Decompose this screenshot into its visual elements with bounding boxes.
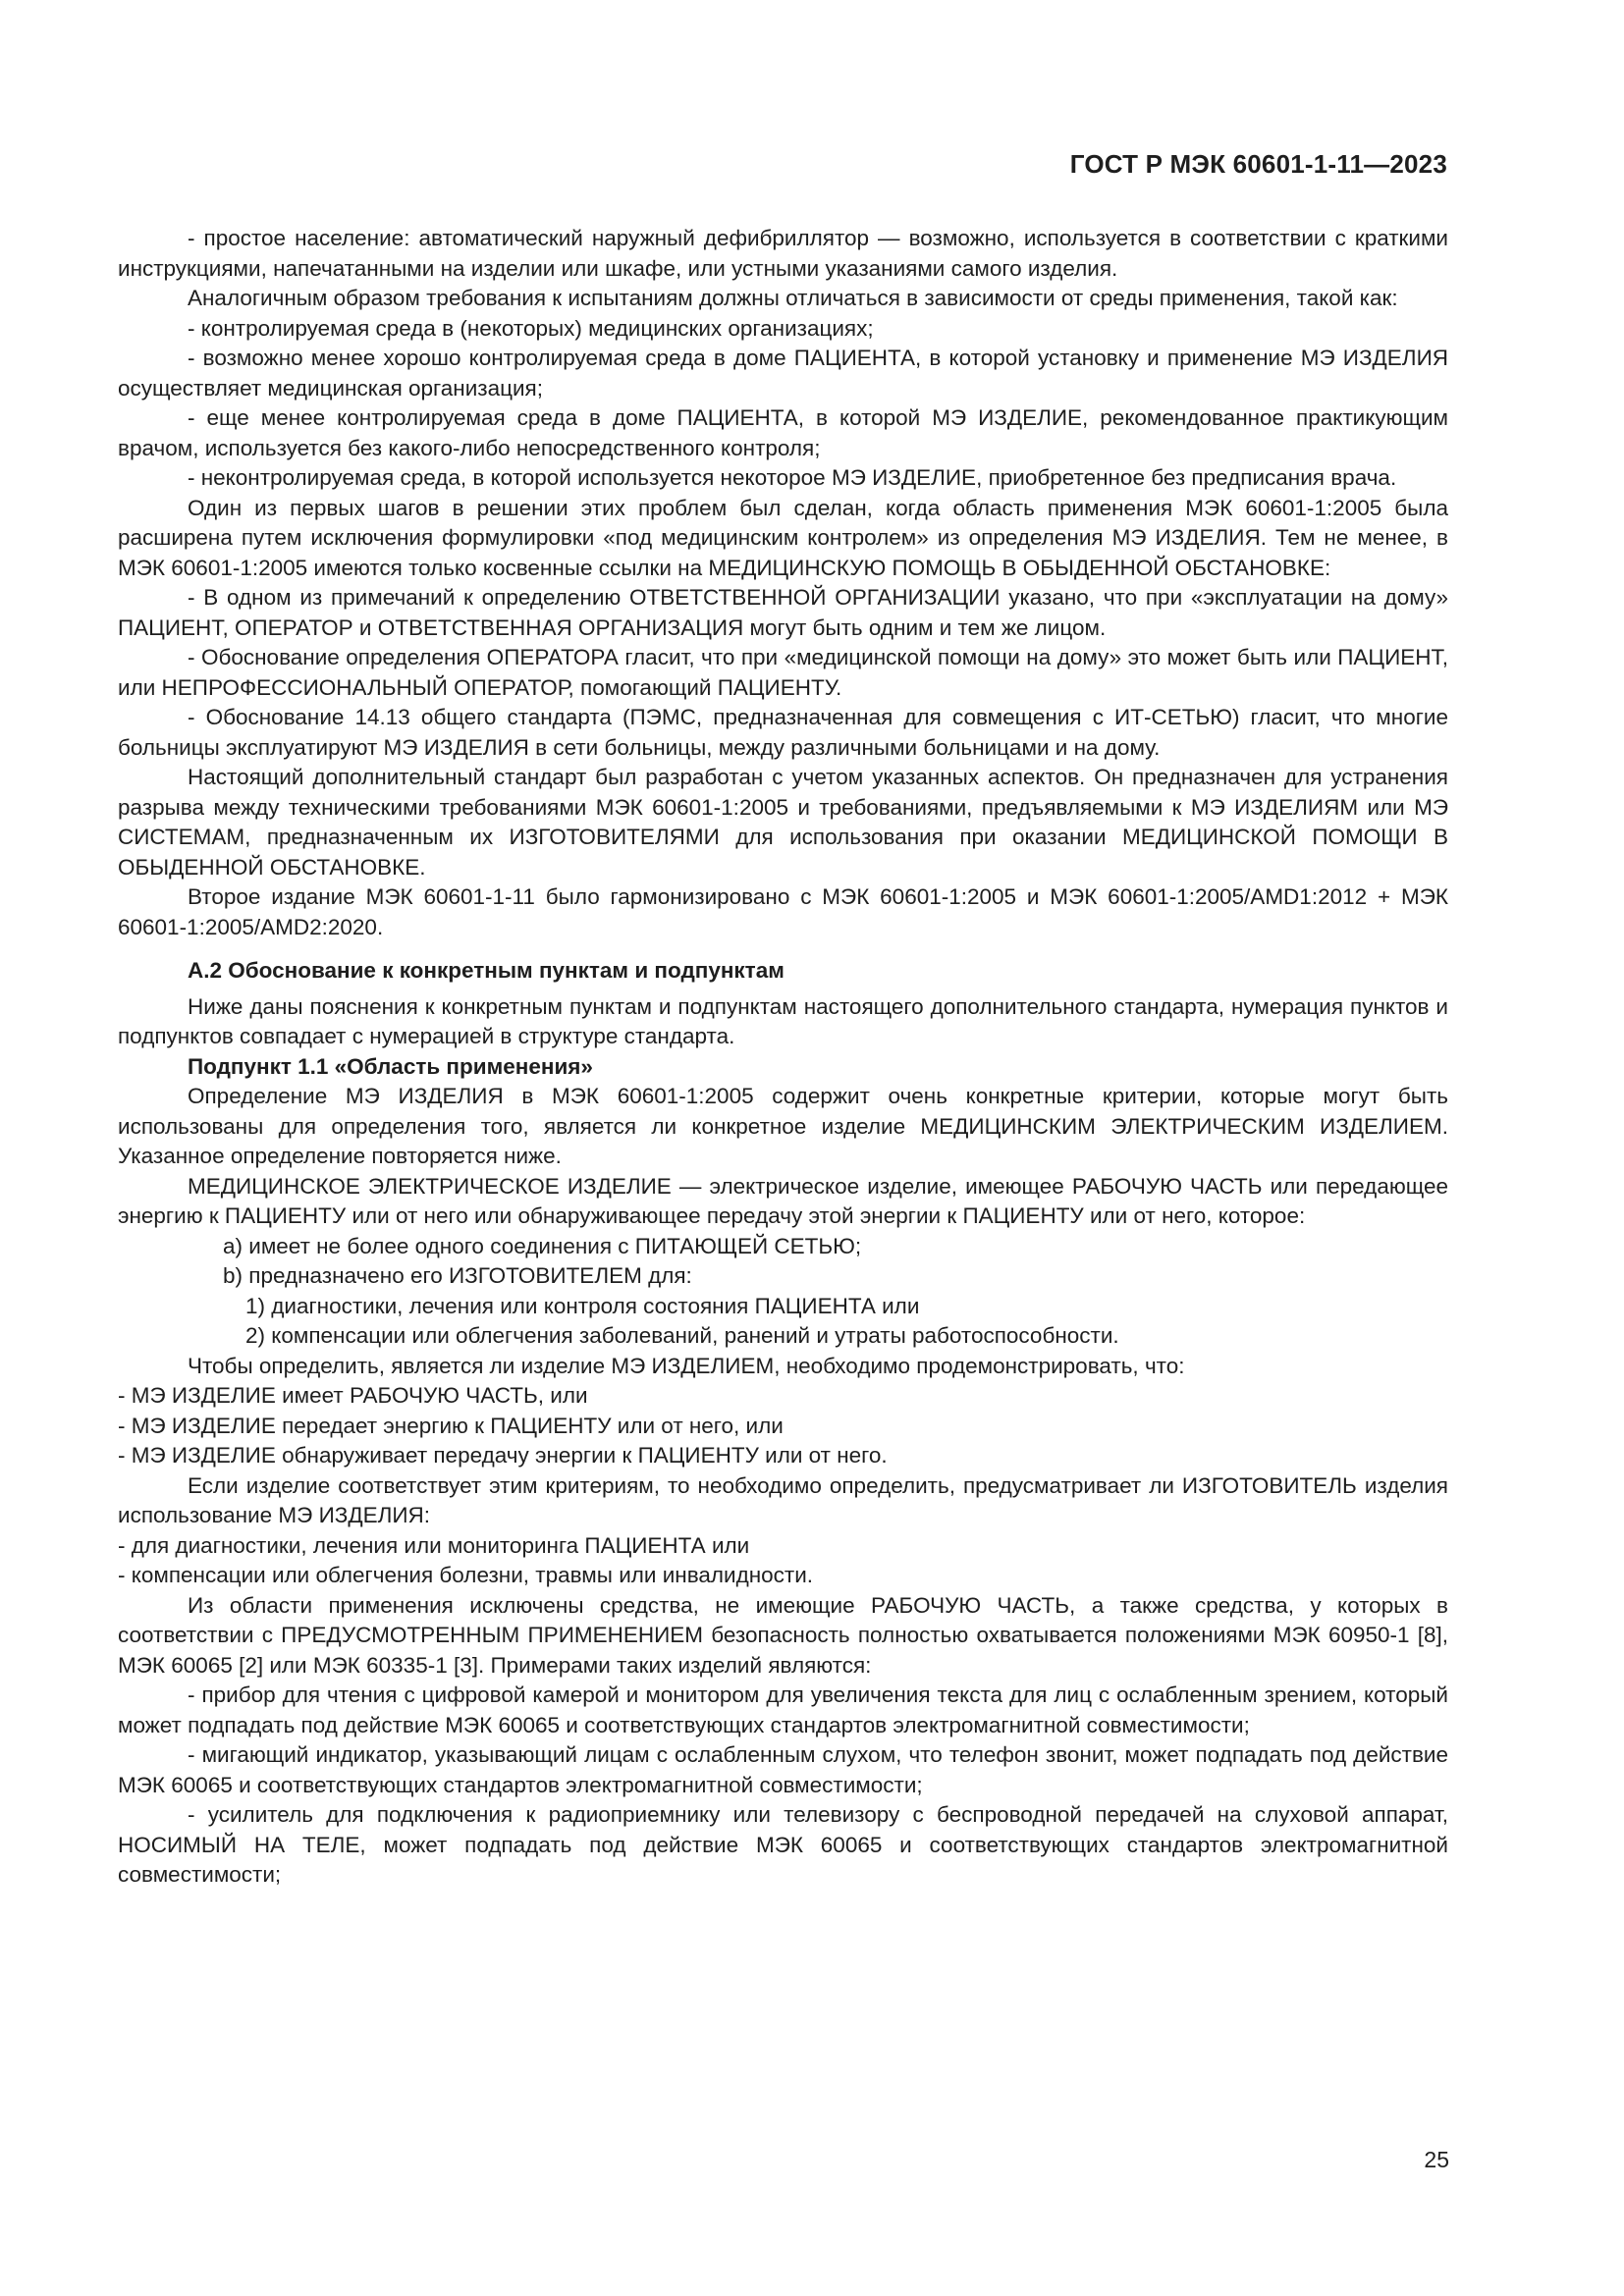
list-item: - усилитель для подключения к радиоприемнику или телевизору с беспроводной передачей на слуховой аппарат, НОСИМЫЙ НА ТЕЛЕ, может подпадать под действие МЭК 60065 и соответствующих стандартов электромагнитной совместимости; — [118, 1802, 1448, 1887]
list-item: 2) компенсации или облегчения заболеваний, ранений и утраты работоспособности. — [245, 1323, 1119, 1348]
list-item: - для диагностики, лечения или мониторинга ПАЦИЕНТА или — [118, 1532, 750, 1558]
section-heading: А.2 Обоснование к конкретным пунктам и подпунктам — [188, 958, 785, 983]
paragraph: Настоящий дополнительный стандарт был разработан с учетом указанных аспектов. Он предназначен для устранения разрыва между техническими требованиями МЭК 60601-1:2005 и требованиями, предъявляемыми к МЭ ИЗДЕЛИЯМ или МЭ СИСТЕМАМ, предназначенным их ИЗГОТОВИТЕЛЯМИ для использования при оказании МЕДИЦИНСКОЙ ПОМОЩИ В ОБЫДЕННОЙ ОБСТАНОВКЕ. — [118, 765, 1448, 880]
list-item: - контролируемая среда в (некоторых) медицинских организациях; — [188, 315, 874, 341]
list-item: 1) диагностики, лечения или контроля состояния ПАЦИЕНТА или — [245, 1293, 920, 1318]
list-item: b) предназначено его ИЗГОТОВИТЕЛЕМ для: — [223, 1263, 692, 1288]
paragraph: - простое население: автоматический наружный дефибриллятор — возможно, используется в соответствии с краткими инструкциями, напечатанными на изделии или шкафе, или устными указаниями самого изделия. — [118, 226, 1448, 281]
paragraph: Чтобы определить, является ли изделие МЭ ИЗДЕЛИЕМ, необходимо продемонстрировать, что: — [188, 1353, 1185, 1378]
list-item: - МЭ ИЗДЕЛИЕ имеет РАБОЧУЮ ЧАСТЬ, или — [118, 1383, 588, 1408]
document-body — [118, 224, 1448, 1891]
list-item: - неконтролируемая среда, в которой используется некоторое МЭ ИЗДЕЛИЕ, приобретенное без предписания врача. — [188, 465, 1397, 490]
list-item: - прибор для чтения с цифровой камерой и монитором для увеличения текста для лиц с ослабленным зрением, который может подпадать под действие МЭК 60065 и соответствующих стандартов электромагнитной совместимости; — [118, 1682, 1448, 1737]
paragraph: Из области применения исключены средства, не имеющие РАБОЧУЮ ЧАСТЬ, а также средства, у которых в соответствии с ПРЕДУСМОТРЕННЫМ ПРИМЕНЕНИЕМ безопасность полностью охватывается положениями МЭК 60950-1 [8], МЭК 60065 [2] или МЭК 60335-1 [3]. Примерами таких изделий являются: — [118, 1592, 1448, 1678]
list-item: - МЭ ИЗДЕЛИЕ передает энергию к ПАЦИЕНТУ или от него, или — [118, 1413, 784, 1438]
list-item: - МЭ ИЗДЕЛИЕ обнаруживает передачу энергии к ПАЦИЕНТУ или от него. — [118, 1443, 888, 1468]
list-item: - Обоснование определения ОПЕРАТОРА гласит, что при «медицинской помощи на дому» это может быть или ПАЦИЕНТ, или НЕПРОФЕССИОНАЛЬНЫЙ ОПЕРАТОР, помогающий ПАЦИЕНТУ. — [118, 645, 1448, 700]
list-item: - возможно менее хорошо контролируемая среда в доме ПАЦИЕНТА, в которой установку и применение МЭ ИЗДЕЛИЯ осуществляет медицинская организация; — [118, 346, 1448, 400]
page-number: 25 — [1424, 2147, 1449, 2172]
list-item: - компенсации или облегчения болезни, травмы или инвалидности. — [118, 1563, 814, 1587]
paragraph: Один из первых шагов в решении этих проблем был сделан, когда область применения МЭК 60601-1:2005 была расширена путем исключения формулировки «под медицинским контролем» из определения МЭ ИЗДЕЛИЯ. Тем не менее, в МЭК 60601-1:2005 имеются только косвенные ссылки на МЕДИЦИНСКУЮ ПОМОЩЬ В ОБЫДЕННОЙ ОБСТАНОВКЕ: — [118, 495, 1448, 580]
list-item: - еще менее контролируемая среда в доме ПАЦИЕНТА, в которой МЭ ИЗДЕЛИЕ, рекомендованное практикующим врачом, используется без какого-либо непосредственного контроля; — [118, 405, 1448, 460]
subsection-heading: Подпункт 1.1 «Область применения» — [188, 1053, 593, 1079]
paragraph: Второе издание МЭК 60601-1-11 было гармонизировано с МЭК 60601-1:2005 и МЭК 60601-1:2005/AMD1:2012 + МЭК 60601-1:2005/AMD2:2020. — [118, 884, 1448, 939]
document-code: ГОСТ Р МЭК 60601-1-11—2023 — [1069, 149, 1447, 179]
list-item: a) имеет не более одного соединения с ПИТАЮЩЕЙ СЕТЬЮ; — [223, 1233, 862, 1258]
paragraph: Ниже даны пояснения к конкретным пунктам и подпунктам настоящего дополнительного стандарта, нумерация пунктов и подпунктов совпадает с нумерацией в структуре стандарта. — [118, 993, 1448, 1048]
list-item: - мигающий индикатор, указывающий лицам с ослабленным слухом, что телефон звонит, может подпадать под действие МЭК 60065 и соответствующих стандартов электромагнитной совместимости; — [118, 1742, 1448, 1797]
paragraph: МЕДИЦИНСКОЕ ЭЛЕКТРИЧЕСКОЕ ИЗДЕЛИЕ — электрическое изделие, имеющее РАБОЧУЮ ЧАСТЬ или передающее энергию к ПАЦИЕНТУ или от него или обнаруживающее передачу этой энергии к ПАЦИЕНТУ или от него, которое: — [118, 1173, 1448, 1228]
list-item: - В одном из примечаний к определению ОТВЕТСТВЕННОЙ ОРГАНИЗАЦИИ указано, что при «эксплуатации на дому» ПАЦИЕНТ, ОПЕРАТОР и ОТВЕТСТВЕННАЯ ОРГАНИЗАЦИЯ могут быть одним и тем же лицом. — [118, 585, 1448, 640]
paragraph: Определение МЭ ИЗДЕЛИЯ в МЭК 60601-1:2005 содержит очень конкретные критерии, которые могут быть использованы для определения того, является ли конкретное изделие МЕДИЦИНСКИМ ЭЛЕКТРИЧЕСКИМ ИЗДЕЛИЕМ. Указанное определение повторяется ниже. — [118, 1084, 1448, 1168]
paragraph: Если изделие соответствует этим критериям, то необходимо определить, предусматривает ли ИЗГОТОВИТЕЛЬ изделия использование МЭ ИЗДЕЛИЯ: — [118, 1472, 1448, 1527]
list-item: - Обоснование 14.13 общего стандарта (ПЭМС, предназначенная для совмещения с ИТ-СЕТЬЮ) гласит, что многие больницы эксплуатируют МЭ ИЗДЕЛИЯ в сети больницы, между различными больницами и на дому. — [118, 705, 1448, 760]
paragraph: Аналогичным образом требования к испытаниям должны отличаться в зависимости от среды применения, такой как: — [188, 286, 1398, 310]
